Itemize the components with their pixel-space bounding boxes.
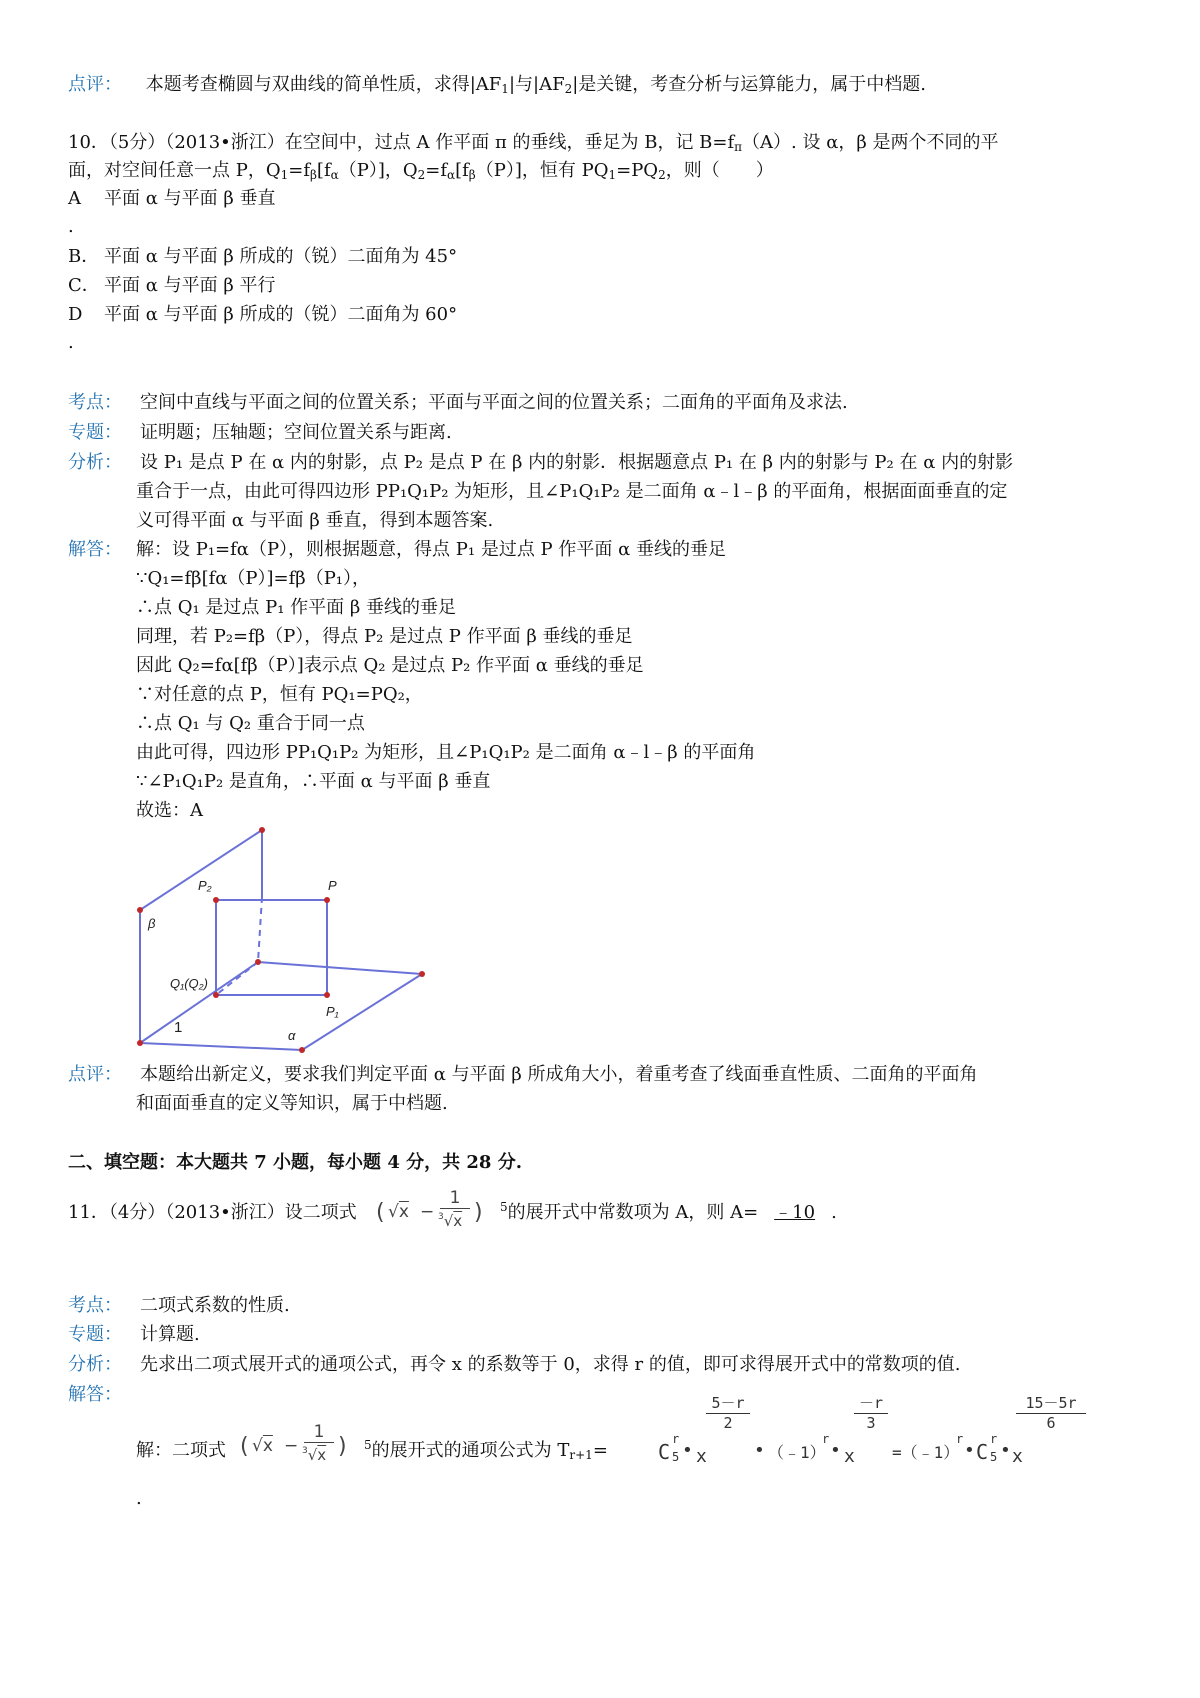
solution-line: 由此可得，四边形 PP₁Q₁P₂ 为矩形，且∠P₁Q₁P₂ 是二面角 α﹣l﹣β 的平面角 xyxy=(136,742,756,763)
section-title: 二、填空题：本大题共 7 小题，每小题 4 分，共 28 分. xyxy=(68,1152,522,1173)
final-dot: . xyxy=(136,1488,142,1509)
q10-jieda-label: 解答： xyxy=(68,539,122,560)
q11-solution-mid: $^5$的展开式的通项公式为 $T_{r+1}=$ xyxy=(364,1438,608,1462)
general-term-exp3: 15－5r 6 xyxy=(1016,1392,1088,1432)
label-one: 1 xyxy=(174,1019,183,1036)
option-a: A 平面 α 与平面 β 垂直 xyxy=(68,188,276,209)
review-label: 点评： xyxy=(68,74,122,95)
label-alpha: α xyxy=(288,1028,296,1043)
q10-zhuanti: 专题： 证明题；压轴题；空间位置关系与距离. xyxy=(68,422,452,443)
label-q1q2: Q₁(Q₂) xyxy=(170,976,208,991)
dihedral-angle-figure xyxy=(130,820,450,1060)
option-d: D 平面 α 与平面 β 所成的（锐）二面角为 60° xyxy=(68,304,458,325)
q10-stem-line2: 面，对空间任意一点 P，$Q_1=f_\beta[f_\alpha(P)]$，$Q_2=f_\alpha[f_\beta(P)]$，恒有 $PQ_1=PQ_2$，则（ ） xyxy=(68,160,774,182)
q11-stem: 11．（4分）（2013•浙江）设二项式 xyxy=(68,1202,357,1223)
q11-solution-pre: 解：二项式 xyxy=(136,1440,226,1461)
q11-fenxi: 分析： 先求出二项式展开式的通项公式，再令 x 的系数等于 0，求得 r 的值，即可求得展开式中的常数项的值. xyxy=(68,1354,961,1375)
q11-zhuanti: 专题： 计算题. xyxy=(68,1324,200,1345)
binomial-expression: ( √x − 1 $^3$√x ) xyxy=(376,1188,483,1230)
q10-fenxi-line2: 重合于一点，由此可得四边形 PP₁Q₁P₂ 为矩形，且∠P₁Q₁P₂ 是二面角 α﹣l﹣β 的平面角，根据面面垂直的定 xyxy=(136,481,1008,502)
q10-kaodian: 考点： 空间中直线与平面之间的位置关系；平面与平面之间的位置关系；二面角的平面角及求法. xyxy=(68,392,848,413)
q10-review-line2: 和面面垂直的定义等知识，属于中档题. xyxy=(136,1093,448,1114)
solution-line: ∴点 Q₁ 与 Q₂ 重合于同一点 xyxy=(136,713,365,734)
q10-stem-line1: 10．（5分）（2013•浙江）在空间中，过点 A 作平面 π 的垂线，垂足为 B，记 $B=f_\pi(A)$. 设 α，β 是两个不同的平 xyxy=(68,132,999,154)
solution-line: ∵Q₁=fβ[fα（P）]=fβ（P₁）， xyxy=(136,568,371,589)
q10-review: 点评： 本题给出新定义，要求我们判定平面 α 与平面 β 所成角大小，着重考查了线面垂直性质、二面角的平面角 xyxy=(68,1064,978,1085)
q11-stem-tail: $^5$的展开式中常数项为 A，则 A= ﹣10 . xyxy=(500,1200,837,1223)
label-p: P xyxy=(328,878,337,893)
q10-fenxi-line3: 义可得平面 α 与平面 β 垂直，得到本题答案. xyxy=(136,510,494,531)
solution-line: ∴点 Q₁ 是过点 P₁ 作平面 β 垂线的垂足 xyxy=(136,597,457,618)
solution-line: 因此 Q₂=fα[fβ（P）]表示点 Q₂ 是过点 P₂ 作平面 α 垂线的垂足 xyxy=(136,655,644,676)
solution-line: ∵∠P₁Q₁P₂ 是直角，∴平面 α 与平面 β 垂直 xyxy=(136,771,491,792)
q10-fenxi: 分析： 设 P₁ 是点 P 在 α 内的射影，点 P₂ 是点 P 在 β 内的射影．根据题意点 P₁ 在 β 内的射影与 P₂ 在 α 内的射影 xyxy=(68,452,1014,473)
label-beta: β xyxy=(148,916,156,931)
q11-kaodian: 考点： 二项式系数的性质. xyxy=(68,1295,290,1316)
solution-line: 故选：A xyxy=(136,800,203,821)
q11-jieda-label: 解答： xyxy=(68,1384,122,1405)
label-p2: P₂ xyxy=(198,878,212,893)
binomial-expression-2: ( √x − 1 $^3$√x ) xyxy=(240,1422,347,1464)
general-term-formula: C r 5 • x 5－r 2 • （﹣1） r • x －r 3 =（﹣1） r • C r 5 • x xyxy=(658,1394,1023,1467)
solution-line: 同理，若 P₂=fβ（P），得点 P₂ 是过点 P 作平面 β 垂线的垂足 xyxy=(136,626,633,647)
label-p1: P₁ xyxy=(326,1004,339,1019)
q9-review: 点评： 本题考查椭圆与双曲线的简单性质，求得$|AF_1|$与$|AF_2|$是关键，考查分析与运算能力，属于中档题. xyxy=(68,74,926,96)
option-c: C． 平面 α 与平面 β 平行 xyxy=(68,275,276,296)
option-b: B． 平面 α 与平面 β 所成的（锐）二面角为 45° xyxy=(68,246,458,267)
answer-blank: ﹣10 xyxy=(774,1202,816,1223)
solution-line: ∵对任意的点 P，恒有 PQ₁=PQ₂， xyxy=(136,684,423,705)
option-a-dot: . xyxy=(68,216,74,237)
option-d-dot: . xyxy=(68,332,74,353)
solution-line: 解：设 P₁=fα（P），则根据题意，得点 P₁ 是过点 P 作平面 α 垂线的垂足 xyxy=(136,539,726,560)
